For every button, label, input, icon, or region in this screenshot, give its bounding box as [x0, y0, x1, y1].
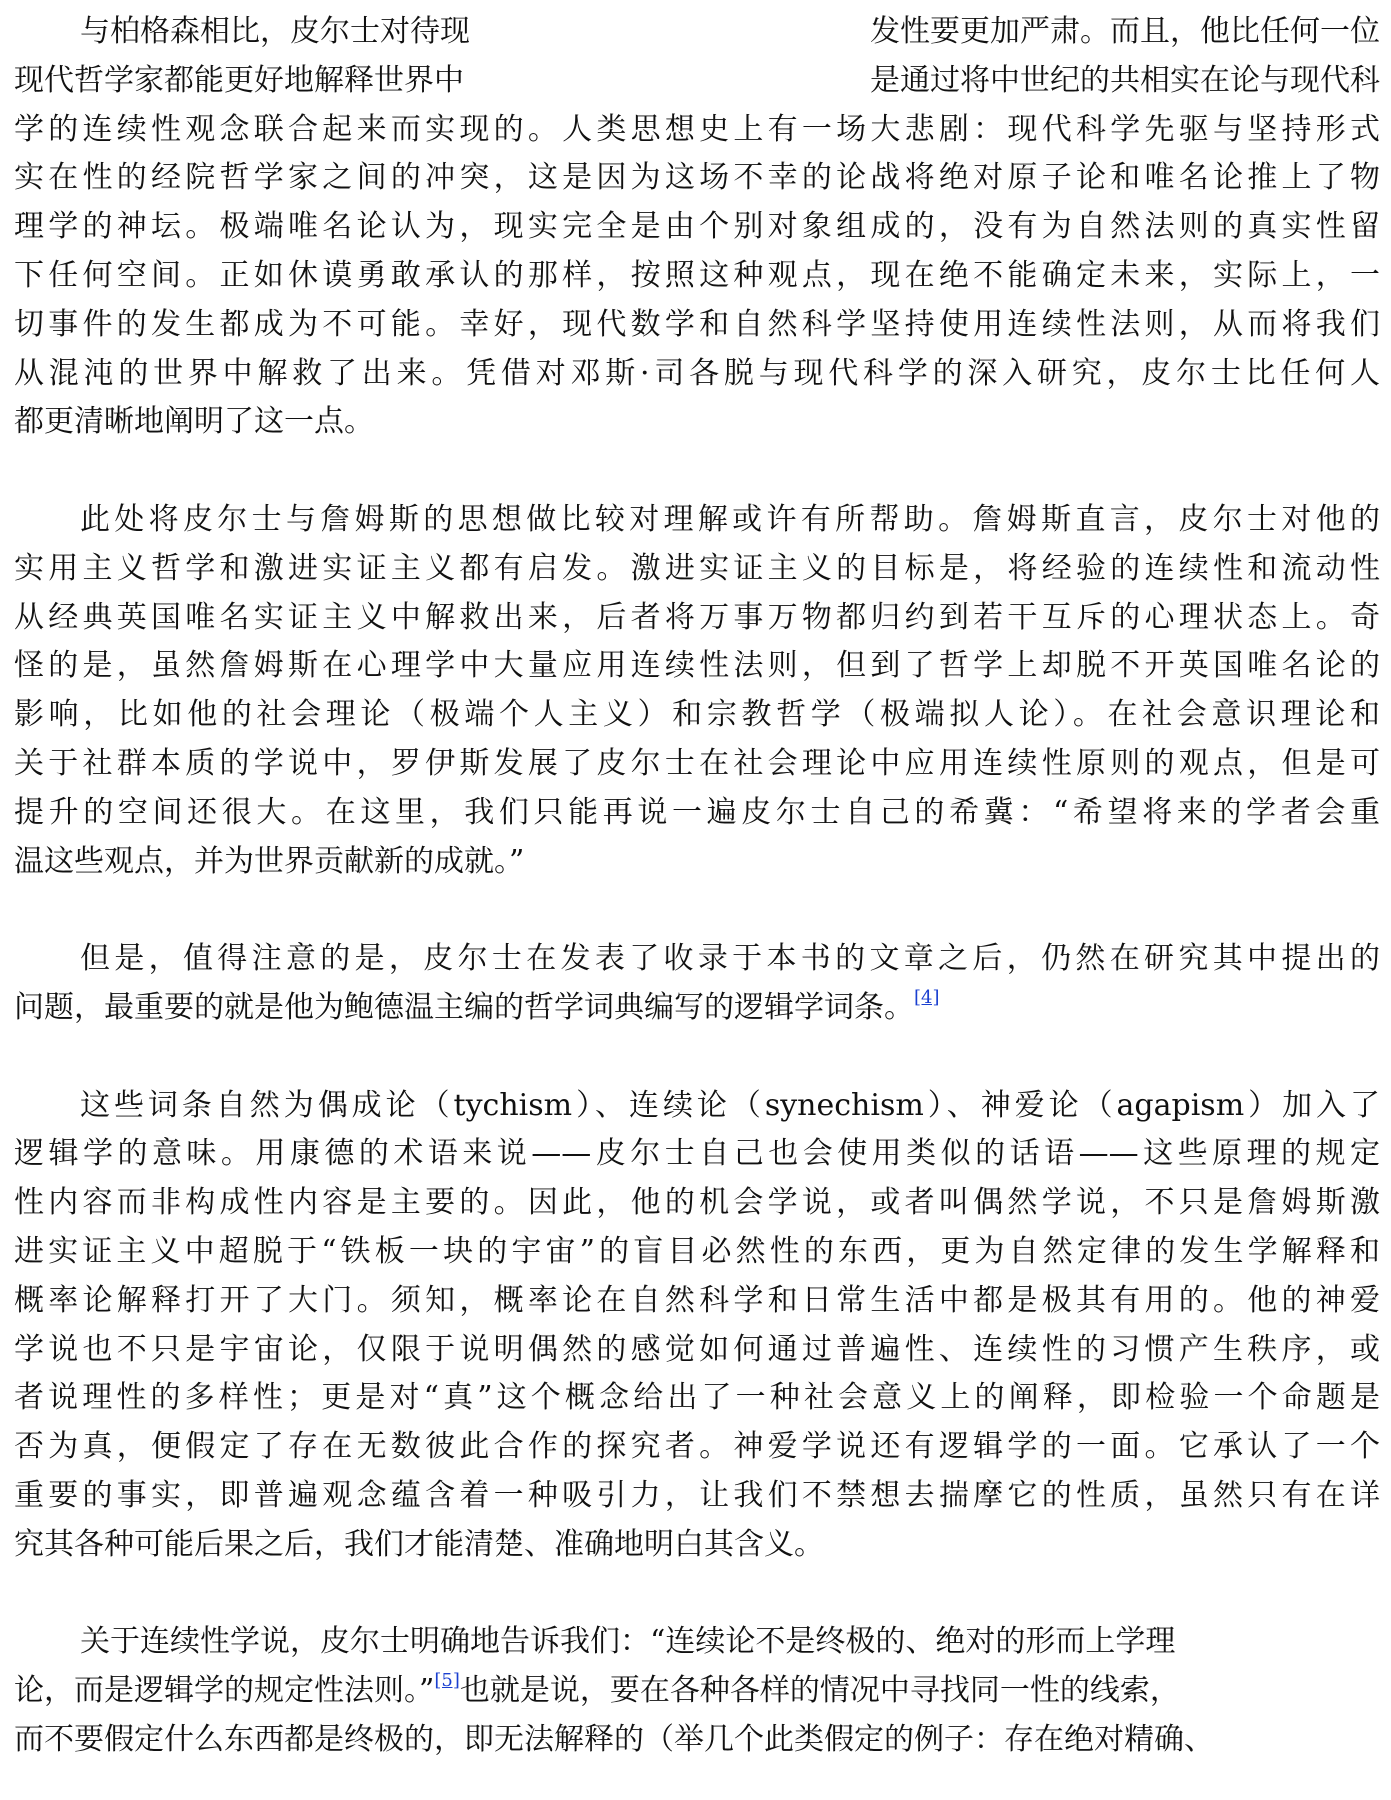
text-line: 关于社群本质的学说中，罗伊斯发展了皮尔士在社会理论中应用连续性原则的观点，但是可	[14, 745, 1380, 781]
text-line: 逻辑学的意味。用康德的术语来说——皮尔士自己也会使用类似的话语——这些原理的规定	[14, 1136, 1380, 1172]
paragraph-2	[14, 496, 1380, 886]
text-line: 下任何空间。正如休谟勇敢承认的那样，按照这种观点，现在绝不能确定未来，实际上，一	[14, 257, 1380, 293]
text-line: 概率论解释打开了大门。须知，概率论在自然科学和日常生活中都是极其有用的。他的神爱	[14, 1282, 1380, 1318]
paragraph-1	[14, 8, 1380, 447]
footnote-link-4[interactable]: [4]	[914, 986, 940, 1008]
text-fragment: 论，而是逻辑学的规定性法则。”	[14, 1673, 435, 1709]
text-line	[14, 8, 1380, 57]
text-line: 影响，比如他的社会理论（极端个人主义）和宗教哲学（极端拟人论）。在社会意识理论和	[14, 697, 1380, 733]
text-line	[14, 984, 1380, 1033]
text-line: 切事件的发生都成为不可能。幸好，现代数学和自然科学坚持使用连续性法则，从而将我们	[14, 306, 1380, 342]
text-line: 学说也不只是宇宙论，仅限于说明偶然的感觉如何通过普遍性、连续性的习惯产生秩序，或	[14, 1331, 1380, 1367]
text-line: 这些词条自然为偶成论（tychism）、连续论（synechism）、神爱论（agapism）加入了	[80, 1087, 1380, 1123]
document-page	[14, 8, 1380, 1765]
text-line	[14, 57, 1380, 106]
text-line: 重要的事实，即普遍观念蕴含着一种吸引力，让我们不禁想去揣摩它的性质，虽然只有在详	[14, 1477, 1380, 1513]
text-fragment: 问题，最重要的就是他为鲍德温主编的哲学词典编写的逻辑学词条。	[14, 989, 914, 1025]
text-line: 进实证主义中超脱于“铁板一块的宇宙”的盲目必然性的东西，更为自然定律的发生学解释和	[14, 1233, 1380, 1269]
text-fragment: 发性要更加严肃。而且，他比任何一位	[870, 14, 1380, 49]
text-fragment: 也就是说，要在各种各样的情况中寻找同一性的线索，	[459, 1673, 1180, 1709]
text-line: 实在性的经院哲学家之间的冲突，这是因为这场不幸的论战将绝对原子论和唯名论推上了物	[14, 160, 1380, 196]
text-line: 究其各种可能后果之后，我们才能清楚、准确地明白其含义。	[14, 1526, 824, 1562]
text-line: 性内容而非构成性内容是主要的。因此，他的机会学说，或者叫偶然学说，不只是詹姆斯激	[14, 1185, 1380, 1221]
paragraph-3	[14, 935, 1380, 1033]
footnote-link-5[interactable]: [5]	[434, 1670, 460, 1692]
text-line	[14, 1667, 1380, 1716]
text-line: 者说理性的多样性；更是对“真”这个概念给出了一种社会意义上的阐释，即检验一个命题是	[14, 1380, 1380, 1416]
text-line: 此处将皮尔士与詹姆斯的思想做比较对理解或许有所帮助。詹姆斯直言，皮尔士对他的	[80, 501, 1380, 537]
text-line: 而不要假定什么东西都是终极的，即无法解释的（举几个此类假定的例子：存在绝对精确、	[14, 1721, 1214, 1757]
text-line: 实用主义哲学和激进实证主义都有启发。激进实证主义的目标是，将经验的连续性和流动性	[14, 550, 1380, 586]
text-line: 提升的空间还很大。在这里，我们只能再说一遍皮尔士自己的希冀：“希望将来的学者会重	[14, 794, 1380, 830]
text-line: 理学的神坛。极端唯名论认为，现实完全是由个别对象组成的，没有为自然法则的真实性留	[14, 209, 1380, 245]
text-line: 怪的是，虽然詹姆斯在心理学中大量应用连续性法则，但到了哲学上却脱不开英国唯名论的	[14, 648, 1380, 684]
text-line: 从经典英国唯名实证主义中解救出来，后者将万事万物都归约到若干互斥的心理状态上。奇	[14, 599, 1380, 635]
paragraph-5	[14, 1618, 1380, 1764]
text-line: 从混沌的世界中解救了出来。凭借对邓斯·司各脱与现代科学的深入研究，皮尔士比任何人	[14, 355, 1380, 391]
text-fragment: 是通过将中世纪的共相实在论与现代科	[870, 62, 1380, 98]
text-fragment: 现代哲学家都能更好地解释世界中	[14, 62, 464, 98]
text-line: 温这些观点，并为世界贡献新的成就。”	[14, 843, 525, 879]
text-line: 但是，值得注意的是，皮尔士在发表了收录于本书的文章之后，仍然在研究其中提出的	[80, 941, 1380, 977]
text-fragment: 与柏格森相比，皮尔士对待现	[80, 14, 470, 49]
text-line: 都更清晰地阐明了这一点。	[14, 404, 374, 440]
text-line: 否为真，便假定了存在无数彼此合作的探究者。神爱学说还有逻辑学的一面。它承认了一个	[14, 1429, 1380, 1465]
text-line: 学的连续性观念联合起来而实现的。人类思想史上有一场大悲剧：现代科学先驱与坚持形式	[14, 111, 1380, 147]
paragraph-4	[14, 1082, 1380, 1570]
text-line: 关于连续性学说，皮尔士明确地告诉我们：“连续论不是终极的、绝对的形而上学理	[80, 1624, 1176, 1660]
